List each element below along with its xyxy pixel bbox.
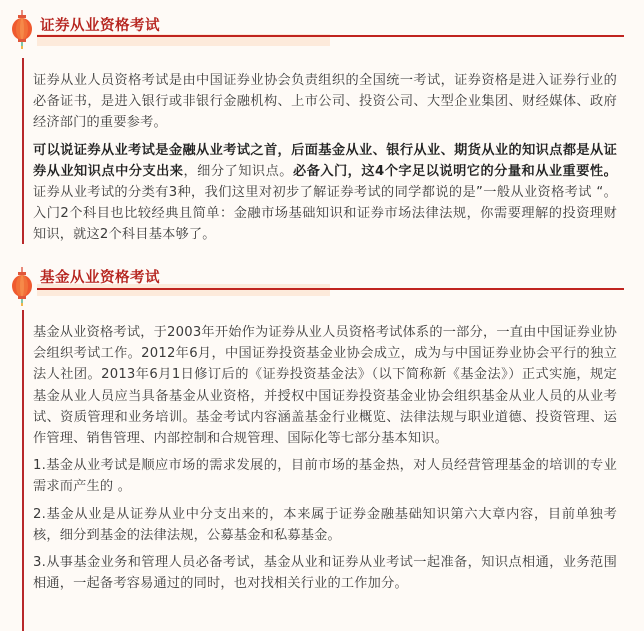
section-body bbox=[33, 70, 617, 252]
list-item: 2.基金从业是从证券从业中分支出来的，本来属于证券金融基础知识第六大章内容，目前单独考核，细分到基金的法律法规，公募基金和私募基金。 bbox=[33, 506, 617, 543]
list-item: 3.从事基金业务和管理人员必备考试，基金从业和证券从业考试一起准备，知识点相通，业务范围相通，一起备考容易通过的同时，也对找相关行业的工作加分。 bbox=[33, 555, 617, 592]
section-vertical-line bbox=[22, 310, 24, 631]
normal-text: ，细分了知识点。 bbox=[183, 163, 293, 179]
paragraph: 基金从业资格考试，于2003年开始作为证券从业人员资格考试体系的一部分，一直由中国证券业协会组织考试工作。2012年6月，中国证券投资基金业协会成立，成为与中国证券业协会平行的独立法人社团。2013年6月1日修订后的《证券投资基金法》（以下简称新《基金法》）正式实施，规定基金从业人员应当具备基金从业资格，并授权中国证券投资基金业协会组织基金从业人员的从业考试、资质管理和业务培训。基金考试内容涵盖基金行业概览、法律法规与职业道德、投资管理、运作管理、销售管理、内部控制和合规管理、国际化等七部分基本知识。 bbox=[33, 325, 617, 447]
list-item: 1.基金从业考试是顺应市场的需求发展的，目前市场的基金热，对人员经营管理基金的培训的专业需求而产生的 。 bbox=[33, 458, 617, 495]
section-title: 基金从业资格考试 bbox=[40, 270, 160, 286]
bold-text: 可以说证券从业考试是金融从业考试之首，后面基金从业、银行从业、期货从业的知识点都是从证券从业知识点中分支出来 bbox=[33, 142, 617, 179]
heading-underline bbox=[37, 35, 624, 37]
lantern-icon bbox=[12, 10, 32, 50]
normal-text: 证券从业考试的分类有3种，我们这里对初步了解证券考试的同学都说的是”一般从业资格考试 “。入门2个科目也比较经典且简单：金融市场基础知识和证券市场法律法规，你需要理解的投资理财知识，就这2个科目基本够了。 bbox=[33, 185, 617, 243]
paragraph bbox=[33, 140, 617, 246]
section-title: 证券从业资格考试 bbox=[40, 18, 160, 34]
lantern-icon bbox=[12, 267, 32, 307]
section-body bbox=[33, 322, 617, 600]
heading-underline bbox=[37, 288, 624, 290]
paragraph: 证券从业人员资格考试是由中国证券业协会负责组织的全国统一考试，证券资格是进入证券行业的必备证书，是进入银行或非银行金融机构、上市公司、投资公司、大型企业集团、财经媒体、政府经济部门的重要参考。 bbox=[33, 73, 617, 131]
bold-text: 必备入门，这4个字足以说明它的分量和从业重要性。 bbox=[292, 163, 617, 179]
section-vertical-line bbox=[22, 58, 24, 244]
